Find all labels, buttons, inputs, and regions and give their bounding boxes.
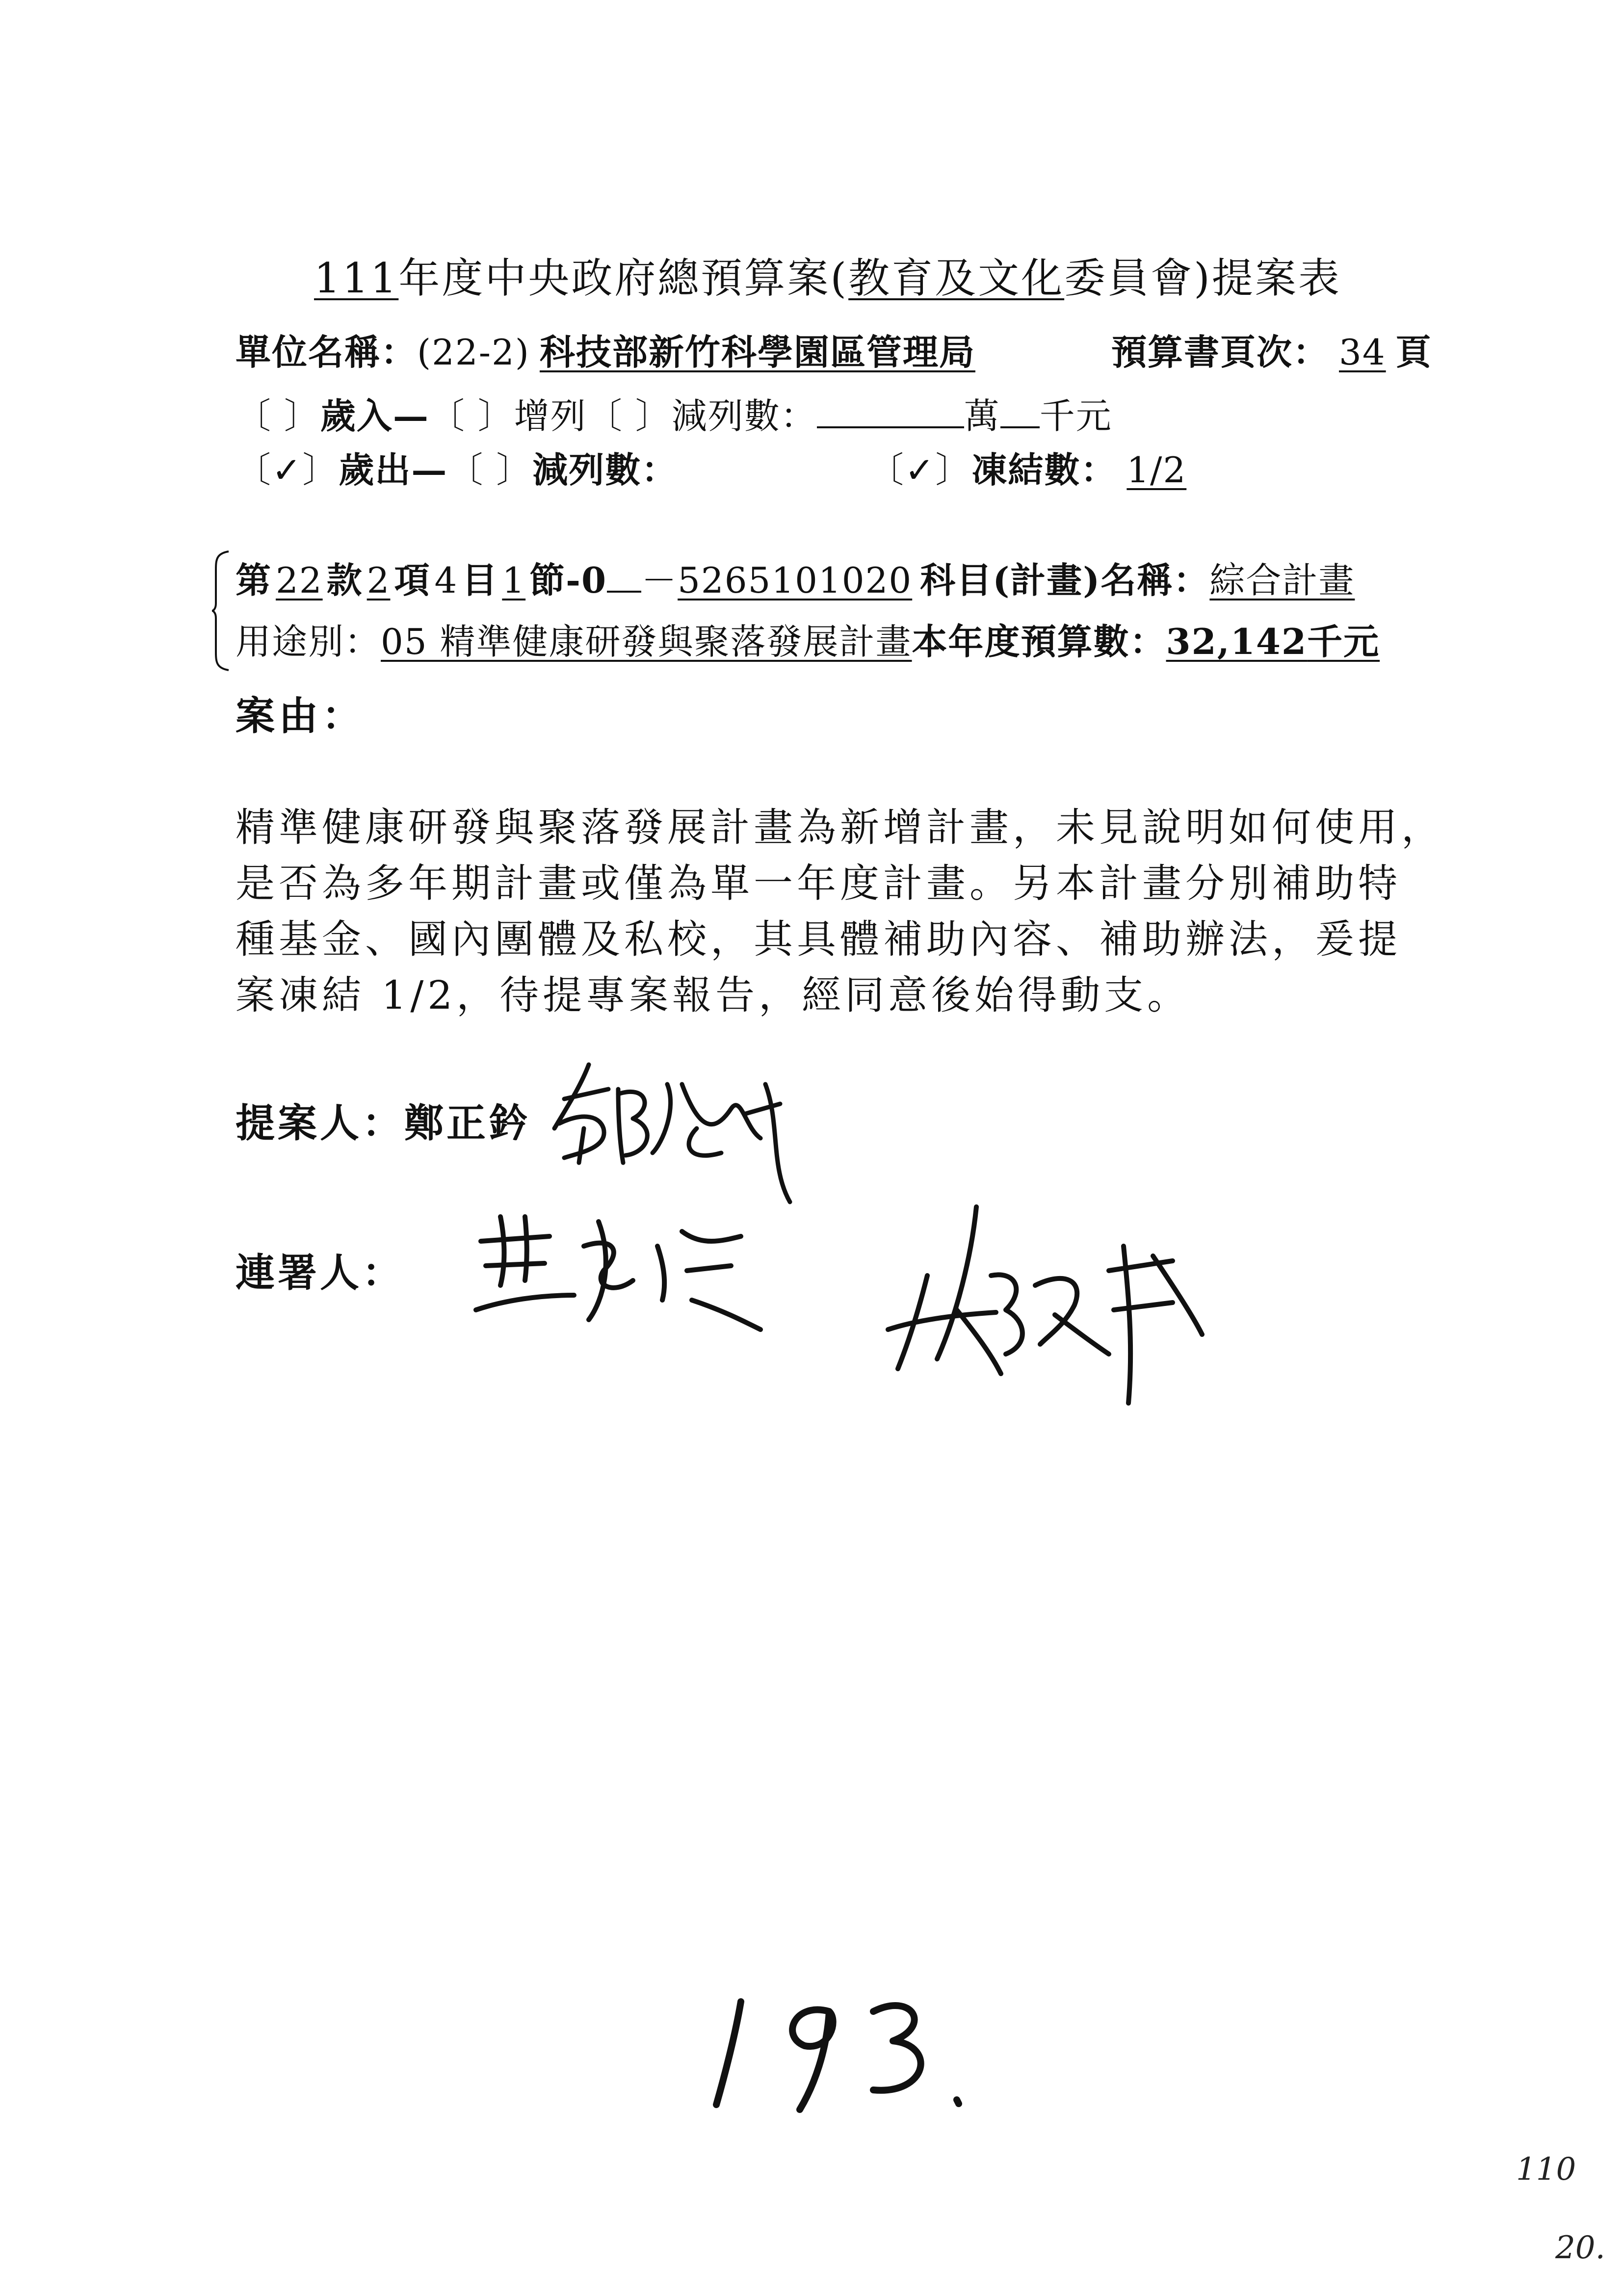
- freeze-box-close: 〕: [935, 449, 972, 491]
- unit-code: (22-2): [417, 332, 530, 373]
- mu-number: 4: [434, 560, 458, 601]
- reason-line: 精準健康研發與聚落發展計畫為新增計畫，未見說明如何使用，: [236, 805, 1444, 850]
- expense-box-close: 〕: [302, 449, 339, 491]
- budget-item-line1: [236, 552, 1355, 603]
- expense-box-open: 〔: [236, 449, 272, 491]
- revenue-label: 歲入—: [320, 395, 429, 437]
- committee-name: 教育及文化: [848, 254, 1065, 302]
- subject-name: 綜合計畫: [1209, 560, 1355, 601]
- kuan-number: 22: [276, 560, 323, 601]
- jie-label: 節-0: [529, 559, 607, 601]
- freeze-check-icon: ✓: [905, 449, 936, 491]
- revenue-checkbox: 〔 〕: [236, 395, 320, 437]
- mu-label: 目: [462, 559, 498, 601]
- cosigner-signature-1-icon: [466, 1202, 770, 1349]
- proposer-signature-icon: [535, 1055, 810, 1212]
- fiscal-year: 111: [314, 254, 399, 302]
- page-ref: [1111, 324, 1432, 375]
- budget-value: 32,142: [1166, 621, 1308, 662]
- revenue-cut-checkbox: 〔 〕: [586, 395, 672, 437]
- freeze-label: 凍結數：: [971, 449, 1117, 491]
- left-brace-icon: [211, 549, 231, 672]
- code-dash: －: [641, 560, 678, 601]
- cosigner-label: 連署人：: [236, 1250, 404, 1296]
- title-tail: 委員會)提案表: [1064, 254, 1341, 302]
- jie-number: 1: [502, 560, 526, 601]
- reason-line: 案凍結 1/2，待提專案報告，經同意後始得動支。: [236, 972, 1191, 1018]
- expense-check-icon: ✓: [272, 449, 303, 491]
- subject-code: 5265101020: [678, 560, 913, 601]
- corner-mark-bottom: [1555, 2230, 1605, 2266]
- revenue-row: [236, 388, 1112, 439]
- proposer-label: 提案人：: [236, 1100, 404, 1146]
- reason-line: 是否為多年期計畫或僅為單一年度計畫。另本計畫分別補助特: [236, 861, 1401, 906]
- reason-text: [236, 800, 1452, 1023]
- reason-line: 種基金、國內團體及私校，其具體補助內容、補助辦法，爰提: [236, 916, 1401, 962]
- title-middle: 年度中央政府總預算案(: [398, 254, 849, 302]
- use-name: 05 精準健康研發與聚落發展計畫: [381, 621, 912, 662]
- kuan-label: 款: [326, 559, 363, 601]
- expense-row: [236, 442, 678, 493]
- expense-cut-checkbox: 〔 〕: [447, 449, 533, 491]
- unit-row: [236, 324, 975, 375]
- freeze-box-open: 〔: [868, 449, 905, 491]
- page-unit: 頁: [1395, 331, 1432, 373]
- unit-name: 科技部新竹科學園區管理局: [539, 331, 975, 373]
- qian-unit: 千元: [1039, 395, 1112, 437]
- revenue-add-checkbox: 〔 〕: [429, 395, 514, 437]
- reason-label: 案由：: [236, 693, 365, 739]
- proposer-name: 鄭正鈐: [404, 1100, 531, 1146]
- revenue-cut-label: 減列數：: [671, 395, 817, 437]
- expense-cut-label: 減列數：: [532, 449, 678, 491]
- xiang-number: 2: [367, 560, 391, 601]
- corner-mark-top: [1516, 2151, 1576, 2188]
- wan-unit: 萬: [964, 395, 1000, 437]
- unit-label: 單位名稱：: [236, 331, 418, 373]
- form-title: [314, 245, 1341, 305]
- budget-unit: 千元: [1307, 621, 1380, 662]
- proposer-row: [236, 1092, 531, 1148]
- freeze-group: [868, 442, 1196, 493]
- di-label: 第: [236, 559, 272, 601]
- budget-label: 本年度預算數：: [912, 621, 1166, 662]
- xiang-label: 項: [394, 559, 431, 601]
- handwritten-page-number: [707, 1982, 991, 2119]
- revenue-wan-blank: [817, 391, 964, 428]
- use-label: 用途別：: [236, 621, 381, 662]
- corner-mark-top-text: 110: [1516, 2151, 1576, 2188]
- page-number: 34: [1339, 332, 1386, 373]
- expense-label: 歲出—: [339, 449, 448, 491]
- subject-label: 科目(計畫)名稱：: [920, 559, 1210, 601]
- page-label: 預算書頁次：: [1111, 331, 1330, 373]
- cosigner-signature-2-icon: [878, 1197, 1212, 1423]
- revenue-add-label: 增列: [514, 395, 587, 437]
- revenue-qian-blank: [1000, 391, 1040, 428]
- freeze-value: 1/2: [1126, 449, 1187, 491]
- jie-blank: [607, 555, 641, 593]
- budget-item-line2: [236, 613, 1380, 664]
- corner-mark-bottom-text: 20.: [1555, 2230, 1605, 2266]
